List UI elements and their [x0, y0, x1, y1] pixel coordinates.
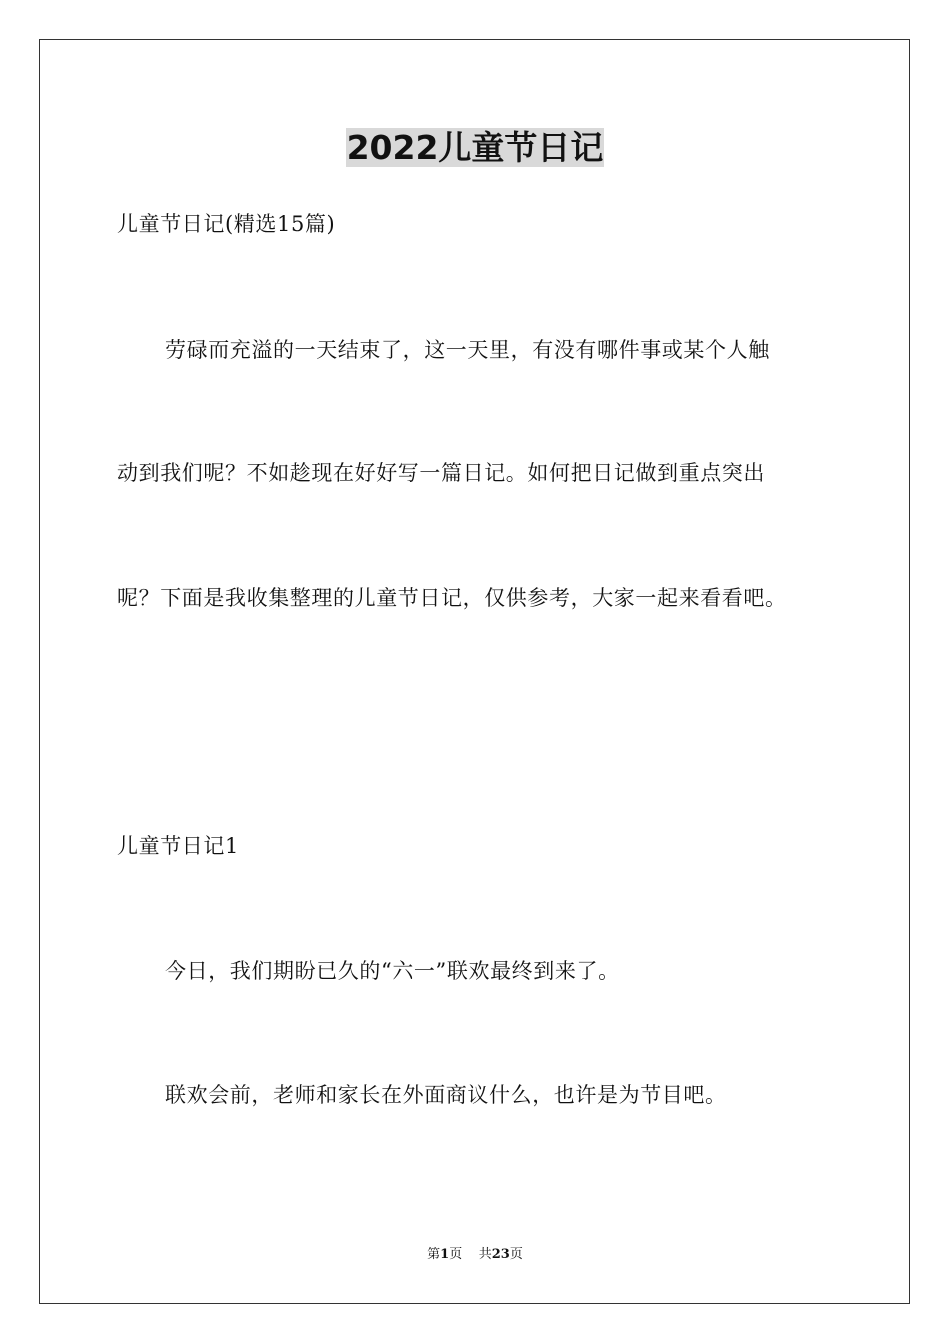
- section-heading: 儿童节日记1: [117, 834, 239, 858]
- intro-line-1: 劳碌而充溢的一天结束了，这一天里，有没有哪件事或某个人触: [165, 338, 770, 362]
- footer-total-prefix: 共: [478, 1247, 492, 1262]
- paragraph-2: 联欢会前，老师和家长在外面商议什么，也许是为节目吧。: [165, 1083, 727, 1107]
- footer-page-suffix: 页: [449, 1247, 463, 1262]
- footer-total-suffix: 页: [509, 1247, 523, 1262]
- footer-total-pages: 23: [491, 1247, 510, 1262]
- page-footer: [0, 1246, 950, 1264]
- footer-page-prefix: 第: [427, 1247, 441, 1262]
- intro-line-3: 呢？下面是我收集整理的儿童节日记，仅供参考，大家一起来看看吧。: [117, 586, 787, 610]
- document-subtitle: 儿童节日记(精选15篇): [117, 212, 336, 236]
- document-title: [0, 128, 950, 168]
- document-title-text: 2022儿童节日记: [346, 128, 604, 167]
- paragraph-1: 今日，我们期盼已久的“六一”联欢最终到来了。: [165, 959, 620, 983]
- footer-page-number: 1: [440, 1247, 450, 1262]
- intro-line-2: 动到我们呢？不如趁现在好好写一篇日记。如何把日记做到重点突出: [117, 461, 765, 485]
